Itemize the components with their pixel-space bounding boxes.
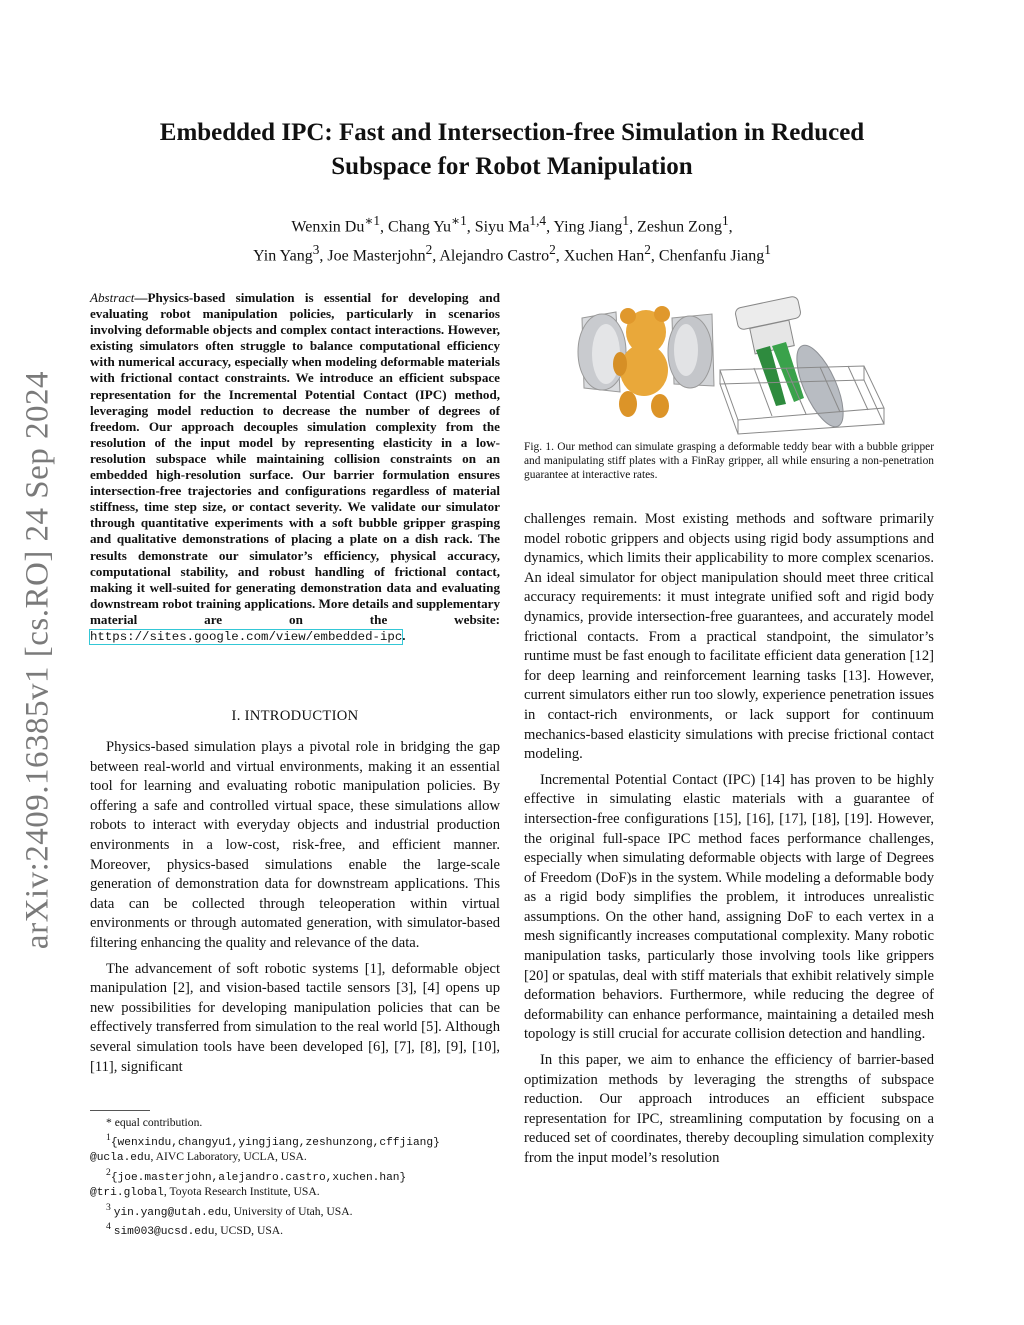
right-column-body	[524, 510, 934, 1175]
abstract-dash: —	[134, 290, 148, 305]
arxiv-watermark	[18, 350, 58, 970]
author-name: Alejandro Castro	[439, 247, 550, 265]
abstract-end: .	[402, 627, 406, 643]
figure-1-illustration	[524, 288, 934, 436]
bubble-gripper-right	[668, 314, 714, 388]
footnote-1	[90, 1131, 500, 1150]
footnote-2-cont	[90, 1185, 500, 1201]
affiliation: , Toyota Research Institute, USA.	[163, 1185, 320, 1199]
email-domain: @tri.global	[90, 1187, 164, 1200]
author-affiliation-mark: 1	[721, 213, 729, 228]
author-affiliation-mark: 2	[644, 242, 651, 258]
email-domain: @ucla.edu	[90, 1152, 151, 1165]
paragraph: Physics-based simulation plays a pivotal role in bridging the gap between real-world and virtual environments, making it an essential tool for learning and evaluating robotic manipulation policies. By offering a safe and controlled virtual space, these simulations allow robots to interact with everyday objects and industrial production environments in a low-cost, risk-free, and efficient manner. Moreover, physics-based simulations enable the large-scale generation of demonstration data for downstream applications. This data can be collected through teleoperation within virtual environments or through automated generation, with simulator-based filtering enhancing the quality and relevance of the data.	[90, 739, 500, 951]
author-affiliation-mark: 1	[622, 213, 630, 228]
author-name: Zeshun Zong	[637, 218, 722, 236]
author-name: Chenfanfu Jiang	[658, 247, 765, 265]
footnote-equal: * equal contribution.	[106, 1116, 203, 1129]
footnote-3	[90, 1201, 500, 1220]
author-affiliation-mark: 3	[312, 242, 320, 258]
bubble-gripper-left	[578, 312, 626, 392]
footnote-mark: 4	[106, 1221, 111, 1233]
footnote-mark: 3	[106, 1201, 111, 1213]
section-heading-introduction: I. INTRODUCTION	[231, 708, 359, 724]
footnote-4	[90, 1220, 500, 1239]
paragraph: The advancement of soft robotic systems [1], deformable object manipulation [2], and vision-based tactile sensors [3], [4] opens up new possibilities for developing manipulation policies that can be effectively transferred from simulation to the real world [5]. Although several simulation tools have been developed [6], [7], [8], [9], [10], [11], significant	[90, 960, 500, 1075]
author-name: Chang Yu	[388, 218, 452, 236]
left-column-body	[90, 738, 500, 1083]
abstract-body: Physics-based simulation is essential for developing and evaluating robot manipulation policies, particularly in scenarios involving deformable objects and complex contact interactions. However, existing simulators often struggle to balance computational efficiency with numerical accuracy, especially when modeling deformable materials with frictional contact constraints. We introduce an efficient subspace representation for the Incremental Potential Contact (IPC) method, leveraging model reduction to decrease the number of degrees of freedom. Our approach decouples simulation complexity from the resolution of the input model by representing elasticity in a low-resolution subspace while maintaining collision constraints on an embedded high-resolution surface. Our barrier formulation ensures intersection-free trajectories and configurations regardless of material stiffness, time step size, or contact severity. We validate our simulator through quantitative experiments with a soft bubble gripper grasping and qualitative demonstrations of placing a plate on a dish rack. The results demonstrate our simulator’s efficiency, physical accuracy, computational stability, and robust handling of frictional contact, making it well-suited for generating demonstration data and evaluating downstream robot training applications. More details and supplementary material are on the website:	[90, 290, 500, 627]
author-affiliation-mark: 1,4	[529, 213, 547, 228]
author-line-2: Yin Yang$^3$, Joe Masterjohn$^2$, Alejandro Castro$^2$, Xuchen Han$^2$, Chenfanfu Jiang$^1$	[253, 242, 771, 265]
author-name: Xuchen Han	[563, 247, 645, 265]
website-link[interactable]: https://sites.google.com/view/embedded-ipc	[90, 629, 403, 644]
author-name: Yin Yang	[253, 247, 313, 265]
author-affiliation-mark: 1	[764, 242, 771, 258]
paragraph: Incremental Potential Contact (IPC) [14] has proven to be highly effective in simulating elastic materials with a guarantee of intersection-free configurations [15], [16], [17], [18], [19]. However, the original full-space IPC method faces performance challenges, especially when simulating deformable objects with large of Degrees of Freedom (DoF)s in the system. While modeling a deformable body as a rigid body simplifies the problem, it introduces unrealistic assumptions. On the other hand, assigning DoF to each vertex in a mesh significantly increases computational complexity. Many robotic manipulation tasks, particularly those involving tools like grippers [20] or spatulas, deal with stiff materials that exhibit relatively simple deformation behaviors. Furthermore, while reducing the degree of deformability can enhance performance, maintaining a detailed mesh topology is still crucial for accurate collision detection and handling.	[524, 771, 934, 1043]
arxiv-id: arXiv:2409.16385v1 [cs.RO] 24 Sep 2024	[19, 370, 56, 950]
footnote-rule	[90, 1110, 150, 1111]
email-group: {joe.masterjohn,alejandro.castro,xuchen.han}	[110, 1171, 407, 1184]
paragraph: challenges remain. Most existing methods and software primarily model robotic grippers and objects using rigid body assumptions and dynamics, which limits their applicability to more complex scenarios. An ideal simulator for object manipulation should meet three critical accuracy requirements: it must integrate unified soft and rigid body dynamics, provide intersection-free guarantees, and accurately model frictional contacts. From a practical standpoint, the simulator’s runtime must be fast enough to facilitate efficient data generation [12] for deep learning and reinforcement learning tasks [13]. However, current simulators either run too slowly, experience penetration issues in contact-rich environments, or lack support for continuum mechanics-based elasticity simulations with precise frictional contact modeling.	[524, 511, 934, 763]
footnote-1-cont	[90, 1150, 500, 1166]
paper-title	[80, 116, 944, 184]
author-line-1: Wenxin $Du^{∗1}$, Chang $Yu^{∗1}$, Siyu Ma$^{1,4}$, Ying Jiang$^1$, Zeshun Zong$^1$,	[291, 213, 733, 236]
author-affiliation-mark: ∗1	[451, 213, 467, 228]
email-group: {wenxindu,changyu1,yingjiang,zeshunzong,cffjiang}	[110, 1136, 440, 1149]
author-affiliation-mark: 2	[549, 242, 556, 258]
abstract	[90, 290, 500, 645]
finray-gripper	[734, 296, 804, 406]
figure-1-caption: Fig. 1. Our method can simulate grasping a deformable teddy bear with a bubble gripper and manipulating stiff plates with a FinRay gripper, all while ensuring a non-penetration guarantee at interactive rates.	[524, 441, 934, 482]
footnotes	[90, 1116, 500, 1240]
author-name: Joe Masterjohn	[327, 247, 426, 265]
footnote-mark: 2	[106, 1166, 111, 1178]
author-affiliation-mark: ∗1	[364, 213, 381, 228]
affiliation: , UCSD, USA.	[214, 1224, 284, 1237]
abstract-label: Abstract	[90, 290, 135, 305]
author-affiliation-mark: 2	[425, 242, 433, 258]
author-name: Siyu Ma	[474, 218, 530, 236]
title-line-1: Embedded IPC: Fast and Intersection-free Simulation in Reduced	[159, 119, 865, 146]
email: sim003@ucsd.edu	[113, 1226, 215, 1238]
footnote-2	[90, 1166, 500, 1185]
author-list	[80, 209, 944, 268]
author-name: Ying Jiang	[553, 218, 623, 236]
paragraph: In this paper, we aim to enhance the efficiency of barrier-based optimization methods by leveraging the strengths of subspace reduction. Our approach introduces an efficient subspace representation for IPC, streamlining computation by focusing on a reduced set of coordinates, thereby decoupling simulation complexity from the input model’s resolution	[524, 1052, 934, 1166]
affiliation: , University of Utah, USA.	[227, 1204, 353, 1218]
title-line-2: Subspace for Robot Manipulation	[331, 153, 693, 180]
affiliation: , AIVC Laboratory, UCLA, USA.	[150, 1150, 307, 1164]
figure-1	[524, 288, 934, 436]
author-name: Wenxin Du	[291, 218, 365, 236]
email: yin.yang@utah.edu	[113, 1206, 228, 1219]
footnote-mark: 1	[106, 1131, 111, 1143]
teddy-bear	[613, 306, 670, 418]
